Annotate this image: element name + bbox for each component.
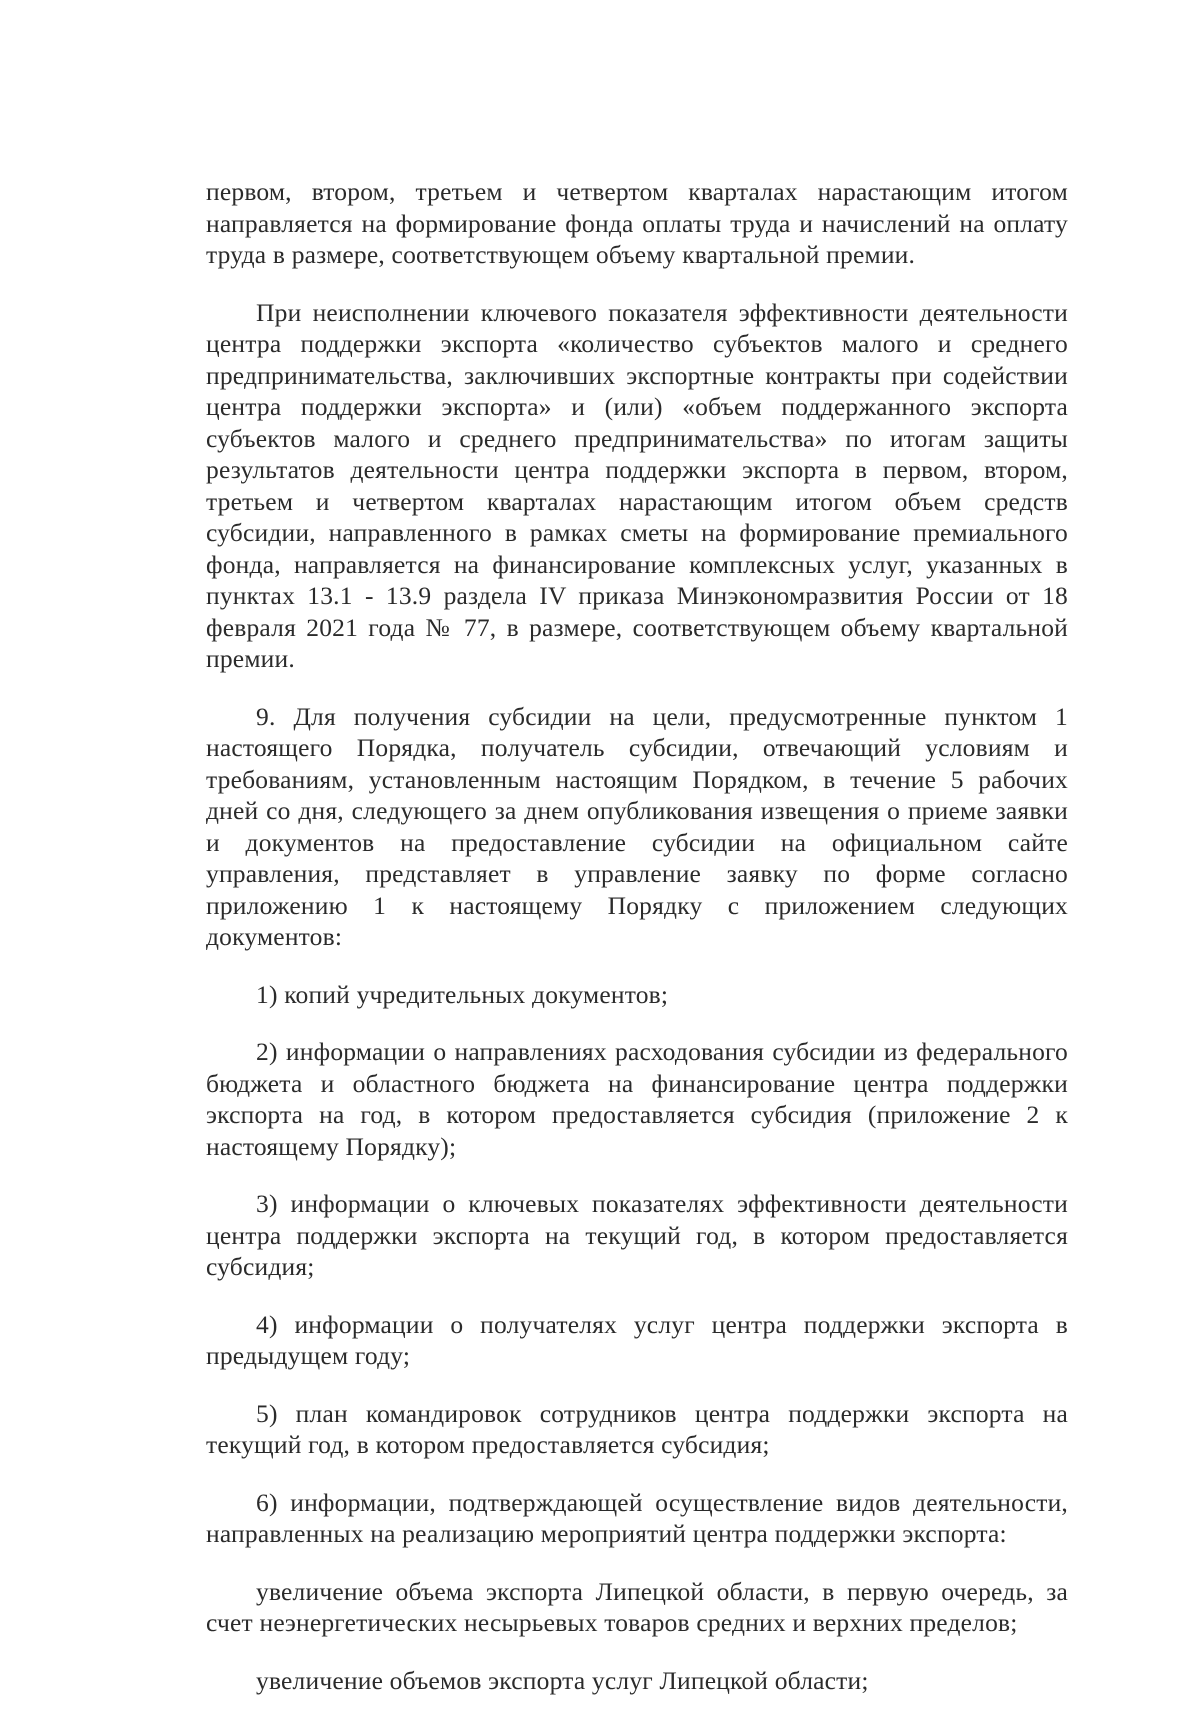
paragraph-continuation: первом, втором, третьем и четвертом кварталах нарастающим итогом направляется на формирование фонда оплаты труда и начислений на оплату труда в размере, соответствующем объему квартальной премии. (206, 177, 1068, 269)
document-body (206, 176, 1068, 1722)
paragraph-subitem-5: 5) план командировок сотрудников центра поддержки экспорта на текущий год, в котором предоставляется субсидия; (206, 1398, 1068, 1459)
paragraph-activity-2: увеличение объемов экспорта услуг Липецкой области; (256, 1665, 869, 1695)
paragraph-item-9: 9. Для получения субсидии на цели, предусмотренные пунктом 1 настоящего Порядка, получатель субсидии, отвечающий условиям и требованиям, установленным настоящим Порядком, в течение 5 рабочих дней со дня, следующего за днем опубликования извещения о приеме заявки и документов на предоставление субсидии на официальном сайте управления, представляет в управление заявку по форме согласно приложению 1 к настоящему Порядку с приложением следующих документов: (206, 701, 1068, 951)
paragraph-subitem-2: 2) информации о направлениях расходования субсидии из федерального бюджета и областного бюджета на финансирование центра поддержки экспорта на год, в котором предоставляется субсидия (приложение 2 к настоящему Порядку); (206, 1037, 1068, 1161)
paragraph-subitem-4: 4) информации о получателях услуг центра поддержки экспорта в предыдущем году; (206, 1309, 1068, 1370)
paragraph-nonfulfillment: При неисполнении ключевого показателя эффективности деятельности центра поддержки экспорта «количество субъектов малого и среднего предпринимательства, заключивших экспортные контракты при содействии центра поддержки экспорта» и (или) «объем поддержанного экспорта субъектов малого и среднего предпринимательства» по итогам защиты результатов деятельности центра поддержки экспорта в первом, втором, третьем и четвертом кварталах нарастающим итогом объем средств субсидии, направленного в рамках сметы на формирование премиального фонда, направляется на финансирование комплексных услуг, указанных в пунктах 13.1 - 13.9 раздела IV приказа Минэкономразвития России от 18 февраля 2021 года № 77, в размере, соответствующем объему квартальной премии. (206, 297, 1068, 673)
paragraph-subitem-1: 1) копий учредительных документов; (256, 979, 669, 1009)
paragraph-subitem-6: 6) информации, подтверждающей осуществление видов деятельности, направленных на реализацию мероприятий центра поддержки экспорта: (206, 1487, 1068, 1548)
paragraph-subitem-3: 3) информации о ключевых показателях эффективности деятельности центра поддержки экспорта на текущий год, в котором предоставляется субсидия; (206, 1189, 1068, 1281)
paragraph-activity-1: увеличение объема экспорта Липецкой области, в первую очередь, за счет неэнергетических несырьевых товаров средних и верхних пределов; (206, 1576, 1068, 1637)
